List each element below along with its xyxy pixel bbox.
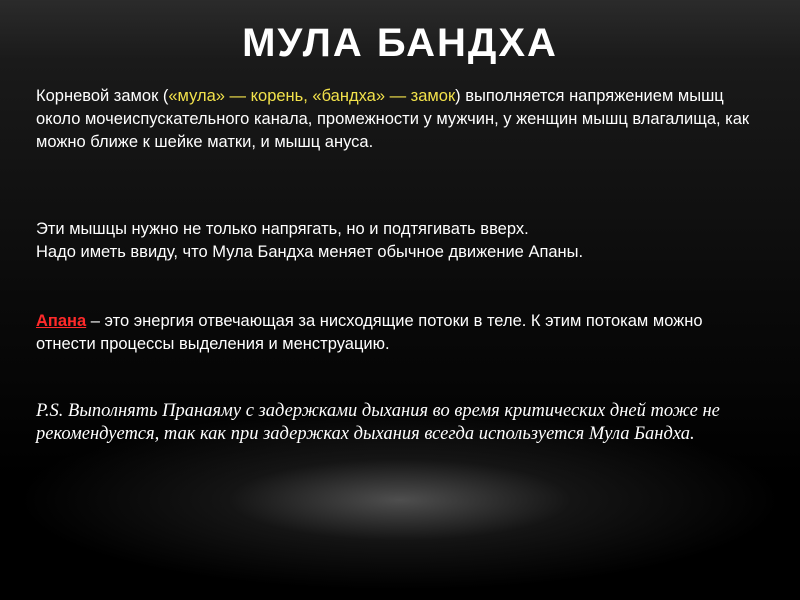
paragraph-ps-note: P.S. Выполнять Пранаяму с задержками дыхания во время критических дней тоже не рекомендуется, так как при задержках дыхания всегда используется Мула Бандха. [36, 401, 720, 444]
translation-highlight: «мула» — корень, «бандха» — замок [168, 87, 456, 105]
slide-title: МУЛА БАНДХА [242, 21, 558, 65]
paragraph-root-lock [36, 85, 766, 154]
paragraph-root-lock-pre: Корневой замок ( [36, 87, 169, 105]
apana-term-link[interactable]: Апана [36, 312, 87, 330]
paragraph-apana-rest: – это энергия отвечающая за нисходящие потоки в теле. К этим потокам можно отнести процессы выделения и менструацию. [36, 312, 703, 353]
paragraph-muscles [36, 218, 766, 264]
paragraph-root-lock-post: ) выполняется напряжением мышц около мочеиспускательного канала, промежности у мужчин, у женщин мышц влагалища, как можно ближе к шейке матки, и мышц ануса. [36, 87, 750, 151]
paragraph-apana [36, 310, 766, 356]
paragraph-muscles-line-1: Эти мышцы нужно не только напрягать, но и подтягивать вверх. [36, 220, 529, 238]
paragraph-muscles-line-2: Надо иметь ввиду, что Мула Бандха меняет обычное движение Апаны. [36, 243, 584, 261]
